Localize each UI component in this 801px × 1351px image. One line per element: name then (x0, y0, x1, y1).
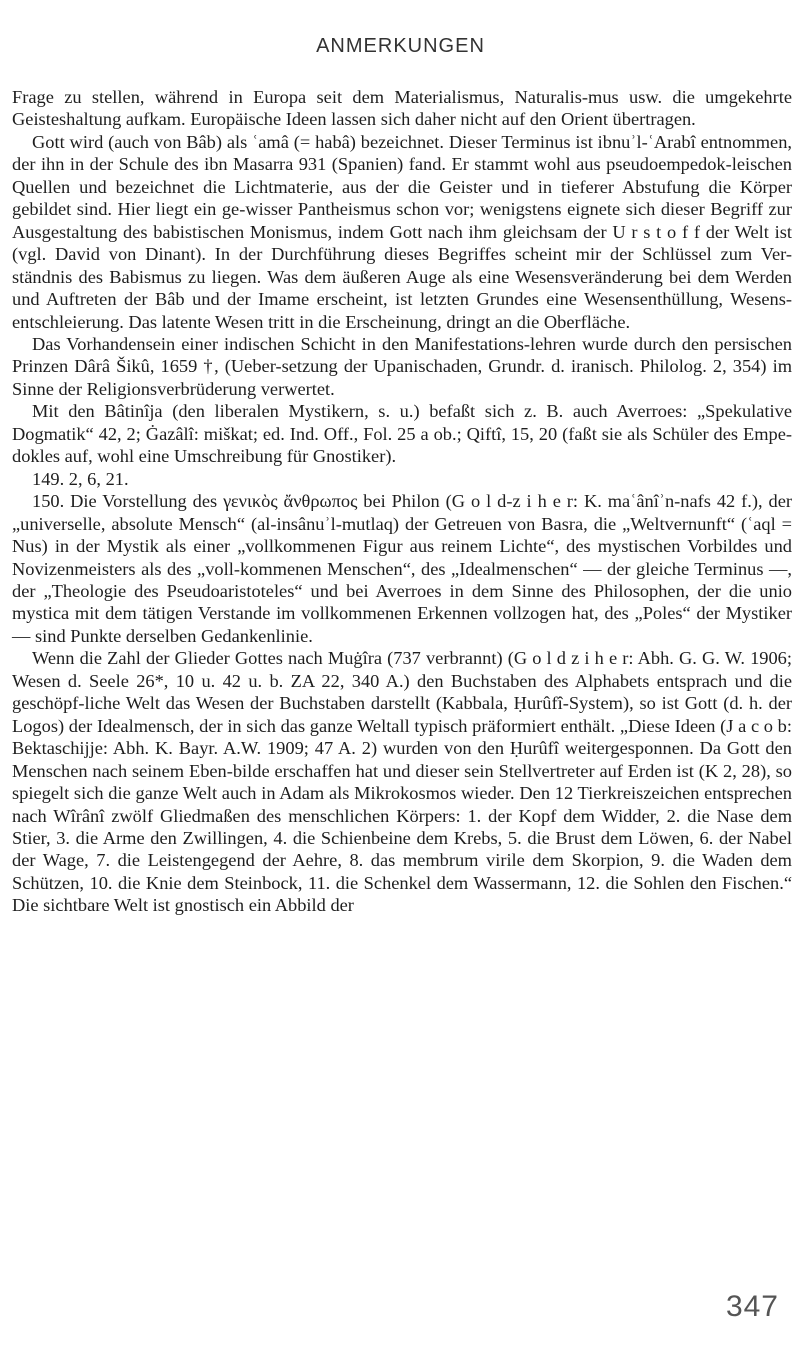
note-149: 149. 2, 6, 21. (32, 468, 129, 489)
paragraph-gott-ama: Gott wird (auch von Bâb) als ʿamâ (= habâ) bezeichnet. Dieser Terminus ist ibnuʾl-ʿArabî entnommen, der ihn in der Schule des ibn Masarra 931 (Spanien) fand. Er stammt wohl aus pseudoempedok-leischen Quellen und bezeichnet die Lichtmaterie, aus der die Geister und in tieferer Abstufung die Körper gebildet sind. Hier liegt ein ge-wisser Pantheismus schon vor; wenigstens eignete sich dieser Begriff zur Ausgestaltung des babistischen Monismus, indem Gott nach ihm gleichsam der U r s t o f f der Welt ist (vgl. David von Dinant). In der Durchführung dieses Begriffes scheint mir der Schlüssel zum Ver-ständnis des Babismus zu liegen. Was dem äußeren Auge als eine Wesensveränderung bei dem Werden und Auftreten der Bâb und der Imame erscheint, ist letzten Grundes eine Wesensenthüllung, Wesens-entschleierung. Das latente Wesen tritt in die Erscheinung, dringt an die Oberfläche. (12, 131, 792, 332)
notes-body (12, 86, 792, 917)
paragraph-glieder-gottes: Wenn die Zahl der Glieder Gottes nach Muġîra (737 verbrannt) (G o l d z i h e r: Abh. G. G. W. 1906; Wesen d. Seele 26*, 10 u. 42 u. b. ZA 22, 340 A.) den Buchstaben des Alphabets entsprach und die geschöpf-liche Welt das Wesen der Buchstaben darstellt (Kabbala, Ḥurûfî-System), so ist Gott (d. h. der Logos) der Idealmensch, der in sich das ganze Weltall typisch präformiert enthält. „Diese Ideen (J a c o b: Bektaschijje: Abh. K. Bayr. A.W. 1909; 47 A. 2) wurden von den Ḥurûfî weitergesponnen. Da Gott den Menschen nach seinem Eben-bilde erschaffen hat und dieser sein Stellvertreter auf Erden ist (K 2, 28), so spiegelt sich die ganze Welt auch in Adam als Mikrokosmos wieder. Den 12 Tierkreiszeichen entsprechen nach Wîrânî zwölf Gliedmaßen des menschlichen Körpers: 1. der Kopf dem Widder, 2. die Nase dem Stier, 3. die Arme den Zwillingen, 4. die Schienbeine dem Krebs, 5. die Brust dem Löwen, 6. der Nabel der Wage, 7. die Leistengegend der Aehre, 8. das membrum virile dem Skorpion, 9. die Waden dem Schützen, 10. die Knie dem Steinbock, 11. die Schenkel dem Wassermann, 12. die Sohlen den Fischen.“ Die sichtbare Welt ist gnostisch ein Abbild der (12, 648, 792, 916)
running-head: ANMERKUNGEN (316, 35, 485, 57)
note-150: 150. Die Vorstellung des γενικὸς ἄνθρωπος bei Philon (G o l d-z i h e r: K. maʿânîʾn-nafs 42 f.), der „universelle, absolute Mensch“ (al-insânuʾl-mutlaq) der Getreuen von Basra, die „Weltvernunft“ (ʿaql = Nus) in der Mystik als einer „vollkommenen Figur aus reinem Lichte“, des mystischen Vorbildes und Novizenmeisters als des „voll-kommenen Menschen“, des „Idealmenschen“ — der gleiche Terminus —, der „Theologie des Pseudoaristoteles“ und bei Averroes in dem Sinne des Philosophen, der die unio mystica mit dem tätigen Verstande im vollkommenen Erkennen vollzogen hat, des „Poles“ der Mystiker — sind Punkte derselben Gedankenlinie. (12, 491, 792, 646)
paragraph-indische-schicht: Das Vorhandensein einer indischen Schicht in den Manifestations-lehren wurde durch den persischen Prinzen Dârâ Šikû, 1659 †, (Ueber-setzung der Upanischaden, Grundr. d. iranisch. Philolog. 2, 354) im Sinne der Religionsverbrüderung verwertet. (12, 333, 792, 399)
paragraph-continuation: Frage zu stellen, während in Europa seit dem Materialismus, Naturalis-mus usw. die umgekehrte Geisteshaltung aufkam. Europäische Ideen lassen sich daher nicht auf den Orient übertragen. (12, 87, 792, 130)
paragraph-batiniya: Mit den Bâtinîja (den liberalen Mystikern, s. u.) befaßt sich z. B. auch Averroes: „Spekulative Dogmatik“ 42, 2; Ġazâlî: miškat; ed. Ind. Off., Fol. 25 a ob.; Qiftî, 15, 20 (faßt sie als Schüler des Empe-dokles auf, wohl eine Umschreibung für Gnostiker). (12, 401, 792, 467)
page-number: 347 (725, 1290, 779, 1323)
